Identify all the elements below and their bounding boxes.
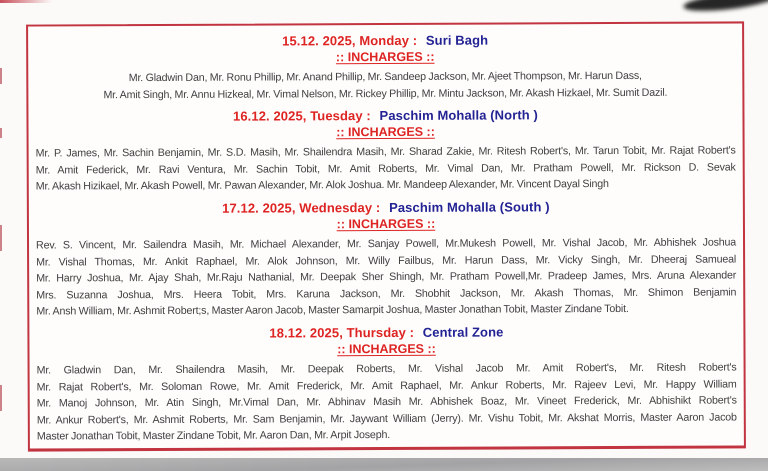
names-line: Master Jonathan Tobit, Master Zindane Tobit, Mr. Aaron Dan, Mr. Arpit Joseph.	[36, 429, 391, 443]
names-line: Mr. Ansh William, Mr. Ashmit Robert;s, Master Aaron Jacob, Master Samarpit Joshua, Master Jonathan Tobit, Master Zindane Tobit.	[36, 303, 629, 318]
photo-edge-mark	[0, 385, 2, 411]
section-date: 18.12. 2025, Thursday :	[269, 324, 415, 341]
schedule-notice	[26, 21, 746, 451]
names-line: Mrs. Suzanna Joshua, Mrs. Heera Tobit, Mrs. Karuna Jackson, Mr. Shobhit Jackson, Mr. Akash Thomas, Mr. Shimon Benjamin	[36, 286, 737, 302]
names-line: Mr. Rajat Robert's, Mr. Soloman Rowe, Mr. Amit Frederick, Mr. Amit Raphael, Mr. Ankur Roberts, Mr. Rajeev Levi, Mr. Happy William	[36, 378, 737, 394]
section-location: Central Zone	[422, 324, 504, 340]
names-line: Mr. Ankur Robert's, Mr. Ashmit Roberts, Mr. Sam Benjamin, Mr. Jaywant William (Jerry). Mr. Vishu Tobit, Mr. Akshat Morris, Master Aaron Jacob	[36, 411, 737, 427]
names-paragraph	[36, 143, 736, 196]
incharges-heading: :: INCHARGES ::	[335, 49, 435, 65]
names-paragraph	[35, 67, 735, 103]
section-date: 16.12. 2025, Tuesday :	[232, 108, 371, 124]
names-paragraph	[37, 359, 737, 445]
names-line: Mr. Amit Singh, Mr. Annu Hizkeal, Mr. Vimal Nelson, Mr. Rickey Phillip, Mr. Mintu Jackson, Mr. Akash Hizkael, Mr. Sumit Dazil.	[103, 86, 668, 101]
names-line: Mr. Gladwin Dan, Mr. Ronu Phillip, Mr. Anand Phillip, Mr. Sandeep Jackson, Mr. Ajeet Thompson, Mr. Harun Dass,	[128, 69, 642, 85]
section-date: 15.12. 2025, Monday :	[282, 32, 418, 49]
section-location: Paschim Mohalla (South )	[389, 199, 550, 215]
photo-background-strip	[0, 458, 768, 471]
names-line: Rev. S. Vincent, Mr. Sailendra Masih, Mr. Michael Alexander, Mr. Sanjay Powell, Mr.Mukesh Powell, Mr. Vishal Jacob, Mr. Abhishek Joshua	[36, 236, 737, 252]
names-line: Mr. Harry Joshua, Mr. Ajay Shah, Mr.Raju Nathanial, Mr. Deepak Sher Shingh, Mr. Pratham Powell,Mr. Pradeep James, Mrs. Aruna Alexander	[36, 269, 737, 285]
names-line: Mr. Manoj Johnson, Mr. Atin Singh, Mr.Vimal Dan, Mr. Abhinav Masih Mr. Abhishek Boaz, Mr. Vineet Frederick, Mr. Abhishikt Robert's	[36, 394, 737, 410]
section-location: Paschim Mohalla (North )	[379, 107, 538, 124]
names-paragraph	[36, 234, 736, 320]
names-line: Mr. Gladwin Dan, Mr. Shailendra Masih, Mr. Deepak Roberts, Mr. Vishal Jacob Mr. Amit Robert's, Mr. Ritesh Robert's	[36, 361, 737, 377]
names-line: Mr. Amit Federick, Mr. Ravi Ventura, Mr. Sachin Tobit, Mr. Amit Roberts, Mr. Vimal Dan, Mr. Pratham Powell, Mr. Rickson D. Sevak	[35, 161, 736, 177]
schedule-section-thursday	[36, 322, 737, 445]
section-location: Suri Bagh	[425, 32, 489, 48]
schedule-section-tuesday	[35, 106, 735, 196]
photo-edge-mark	[0, 225, 2, 251]
names-line: Mr. Vishal Thomas, Mr. Ankit Raphael, Mr. Alok Johnson, Mr. Willy Failbus, Mr. Harun Dass, Mr. Vicky Singh, Mr. Dheeraj Samueal	[36, 253, 737, 269]
photo-edge-mark	[0, 128, 2, 138]
section-date: 17.12. 2025, Wednesday :	[222, 199, 381, 216]
schedule-section-wednesday	[36, 197, 737, 320]
names-line: Mr. Akash Hizikael, Mr. Akash Powell, Mr. Pawan Alexander, Mr. Alok Joshua. Mr. Mandeep Alexander, Mr. Vincent Dayal Singh	[35, 178, 609, 193]
schedule-section-monday	[35, 30, 735, 103]
names-line: Mr. P. James, Mr. Sachin Benjamin, Mr. S.D. Masih, Mr. Shailendra Masih, Mr. Sharad Zakie, Mr. Ritesh Robert's, Mr. Tarun Tobit, Mr. Rajat Robert's	[35, 144, 736, 160]
photo-corner-shadow	[682, 0, 768, 15]
incharges-heading: :: INCHARGES ::	[336, 216, 436, 232]
incharges-heading: :: INCHARGES ::	[336, 124, 435, 140]
photo-edge-mark	[0, 68, 2, 84]
incharges-heading: :: INCHARGES ::	[337, 341, 436, 357]
photo-edge-red-streak	[0, 0, 52, 3]
